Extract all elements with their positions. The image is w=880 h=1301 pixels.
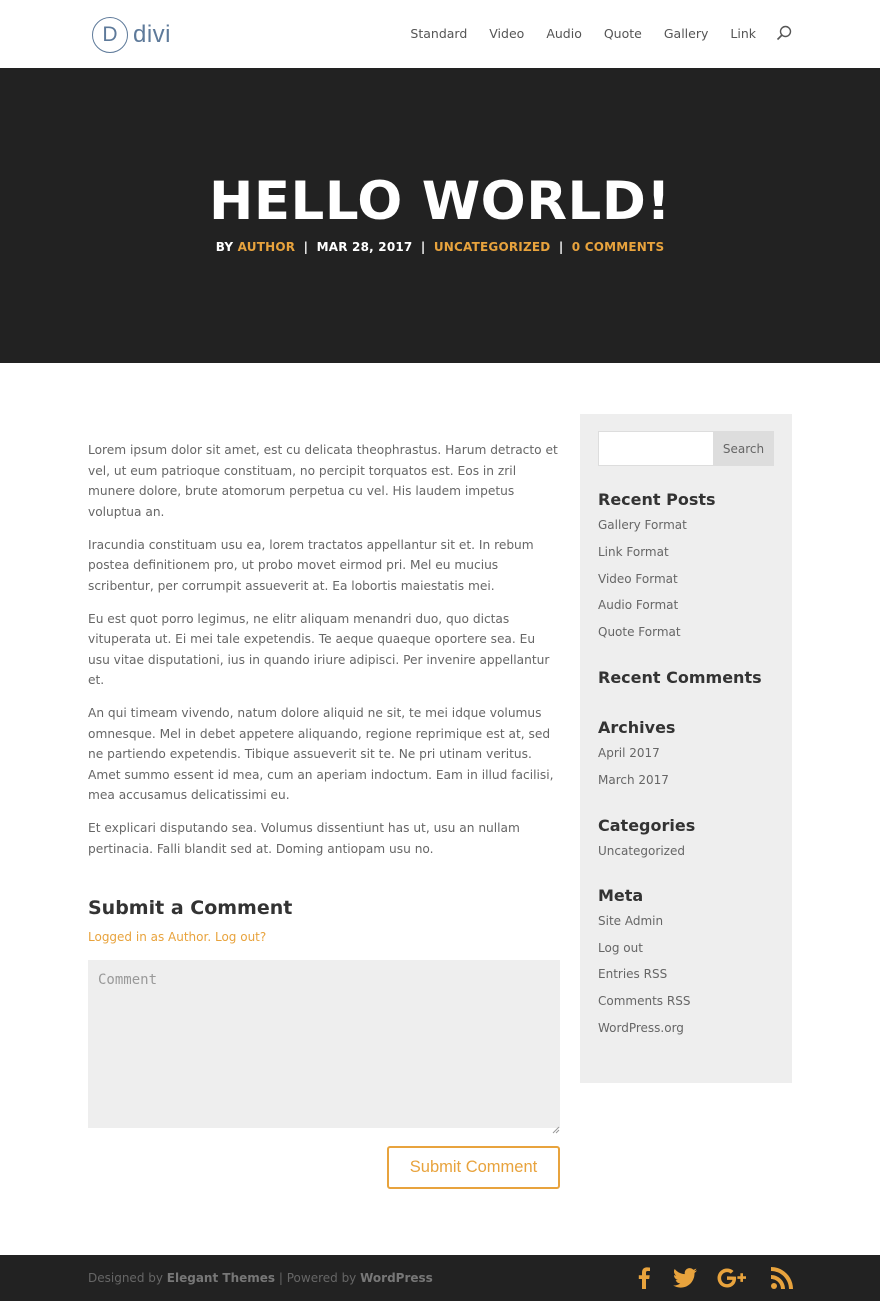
meta-separator: | (558, 240, 564, 254)
site-header (0, 0, 880, 68)
meta-separator: | (303, 240, 309, 254)
facebook-icon[interactable] (635, 1266, 653, 1290)
footer-powered-by: | Powered by (278, 1271, 357, 1285)
nav-item-audio[interactable]: Audio (546, 25, 582, 41)
archive-link[interactable]: April 2017 (598, 746, 660, 760)
logo[interactable] (92, 16, 171, 54)
meta-author-link[interactable]: AUTHOR (237, 240, 296, 254)
footer-elegant-link[interactable]: Elegant Themes (166, 1271, 276, 1285)
meta-by: BY (215, 240, 234, 254)
meta-link[interactable]: Entries RSS (598, 967, 668, 981)
main-nav (388, 25, 792, 41)
site-footer (0, 1255, 880, 1301)
category-link[interactable]: Uncategorized (598, 844, 685, 858)
recent-post-link[interactable]: Gallery Format (598, 518, 687, 532)
submit-comment-button[interactable]: Submit Comment (387, 1146, 560, 1189)
sidebar (580, 414, 792, 1083)
twitter-icon[interactable] (672, 1266, 698, 1290)
post-paragraph: Iracundia constituam usu ea, lorem tractatos appellantur sit et. In rebum postea definitionem pro, ut probo movet eirmod pri. Mel eu mucius scribentur, per corrumpit assueverit at. Ea lobortis maiestatis mei. (88, 537, 534, 593)
widget-title-categories: Categories (598, 816, 696, 835)
logged-in-period: . (207, 930, 215, 944)
logo-mark (92, 17, 128, 53)
logo-letter: D (102, 23, 118, 46)
nav-item-quote[interactable]: Quote (603, 25, 642, 41)
search-icon[interactable] (776, 25, 792, 41)
post-paragraph: Lorem ipsum dolor sit amet, est cu delicata theophrastus. Harum detracto et vel, ut eum patrioque constituam, no percipit torquatos est. Eos in zril munere dolore, brute atomorum perpetua cu vel. His laudem impetus voluptua an. (88, 443, 558, 519)
recent-post-link[interactable]: Link Format (598, 545, 669, 559)
nav-item-video[interactable]: Video (489, 25, 525, 41)
recent-post-link[interactable]: Video Format (598, 572, 678, 586)
recent-post-link[interactable]: Quote Format (598, 625, 681, 639)
recent-post-link[interactable]: Audio Format (598, 598, 679, 612)
footer-credits (88, 1271, 433, 1285)
logged-in-notice (88, 930, 266, 944)
comment-form-heading: Submit a Comment (88, 897, 293, 919)
archive-link[interactable]: March 2017 (598, 773, 669, 787)
meta-link[interactable]: Log out (598, 941, 643, 955)
logout-link[interactable]: Log out? (214, 930, 267, 944)
nav-item-standard[interactable]: Standard (410, 25, 468, 41)
widget-title-meta: Meta (598, 886, 644, 905)
comment-textarea[interactable] (88, 960, 560, 1128)
footer-wordpress-link[interactable]: WordPress (360, 1271, 433, 1285)
post-title: HELLO WORLD! (209, 171, 671, 232)
sidebar-search-button[interactable]: Search (713, 431, 774, 466)
rss-icon[interactable] (770, 1266, 794, 1290)
footer-designed-by: Designed by (88, 1271, 163, 1285)
widget-title-archives: Archives (598, 718, 676, 737)
post-paragraph: Eu est quot porro legimus, ne elitr aliquam menandri duo, quo dictas vituperata ut. Ei mei tale expetendis. Te aeque quaeque oportere sea. Eu usu vitae disputationi, ius in quando iriure adipisci. Per invenire appellantur et. (88, 611, 550, 687)
logo-text: divi (133, 21, 172, 48)
sidebar-search-input[interactable] (598, 431, 714, 466)
logged-in-link[interactable]: Logged in as Author (88, 930, 208, 944)
post-content (88, 440, 560, 872)
resize-handle-icon[interactable] (552, 1119, 560, 1127)
meta-link[interactable]: Site Admin (598, 914, 664, 928)
nav-item-link[interactable]: Link (730, 25, 756, 41)
post-paragraph: Et explicari disputando sea. Volumus dissentiunt has ut, usu an nullam pertinacia. Falli blandit sed at. Doming antiopam usu no. (88, 821, 520, 856)
meta-comments-link[interactable]: 0 COMMENTS (571, 240, 665, 254)
widget-title-recent-comments: Recent Comments (598, 668, 762, 687)
post-hero (0, 68, 880, 363)
meta-separator: | (420, 240, 426, 254)
meta-link[interactable]: WordPress.org (598, 1021, 684, 1035)
meta-category-link[interactable]: UNCATEGORIZED (433, 240, 551, 254)
post-meta (0, 240, 880, 254)
widget-title-recent-posts: Recent Posts (598, 490, 716, 509)
meta-link[interactable]: Comments RSS (598, 994, 691, 1008)
nav-item-gallery[interactable]: Gallery (663, 25, 709, 41)
meta-date: MAR 28, 2017 (316, 240, 413, 254)
google-plus-icon[interactable] (715, 1266, 751, 1290)
post-paragraph: An qui timeam vivendo, natum dolore aliquid ne sit, te mei idque volumus omnesque. Mel in debet appetere aliquando, regione reprimique est at, sed ne partiendo expetendis. Tibique assueverit sit te. Ne pri utinam veritus. Amet summo essent id mea, cum an aperiam indoctum. Eam in illud facilisi, mea accusamus delicatissimi eu. (88, 706, 554, 802)
